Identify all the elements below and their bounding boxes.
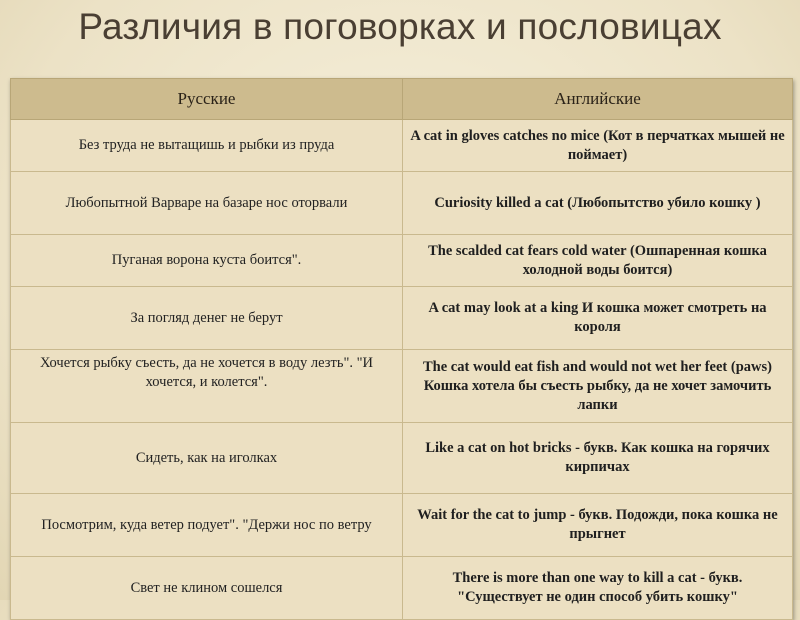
english-proverb-cell: There is more than one way to kill a cat - букв. "Существует не один способ убить кошку" [403, 557, 793, 620]
english-proverb-cell: The cat would eat fish and would not wet her feet (paws) Кошка хотела бы съесть рыбку, да не хочет замочить лапки [403, 350, 793, 423]
table-row [11, 172, 793, 235]
english-proverb-cell: Wait for the cat to jump - букв. Подожди, пока кошка не прыгнет [403, 494, 793, 557]
russian-proverb-cell: Посмотрим, куда ветер подует". "Держи нос по ветру [11, 494, 403, 557]
russian-proverb-cell: За погляд денег не берут [11, 287, 403, 350]
table-row [11, 494, 793, 557]
russian-proverb-cell: Без труда не вытащишь и рыбки из пруда [11, 120, 403, 172]
page-title: Различия в поговорках и пословицах [78, 6, 722, 47]
table-row [11, 557, 793, 620]
english-proverb-cell: Like a cat on hot bricks - букв. Как кошка на горячих кирпичах [403, 423, 793, 494]
table-row [11, 235, 793, 287]
english-proverb-cell: The scalded cat fears cold water (Ошпаренная кошка холодной воды боится) [403, 235, 793, 287]
russian-proverb-cell: Сидеть, как на иголках [11, 423, 403, 494]
column-header-russian: Русские [11, 79, 403, 120]
russian-proverb-cell: Любопытной Варваре на базаре нос оторвали [11, 172, 403, 235]
russian-proverb-cell: Свет не клином сошелся [11, 557, 403, 620]
table-row [11, 423, 793, 494]
table-row [11, 350, 793, 423]
russian-proverb-cell: Хочется рыбку съесть, да не хочется в воду лезть". "И хочется, и колется". [11, 350, 403, 423]
russian-proverb-cell: Пуганая ворона куста боится". [11, 235, 403, 287]
proverbs-table [10, 78, 793, 620]
table-row [11, 120, 793, 172]
column-header-english: Английские [403, 79, 793, 120]
english-proverb-cell: A cat in gloves catches no mice (Кот в перчатках мышей не поймает) [403, 120, 793, 172]
english-proverb-cell: A cat may look at a king И кошка может смотреть на короля [403, 287, 793, 350]
table-row [11, 287, 793, 350]
table-header-row [11, 79, 793, 120]
english-proverb-cell: Curiosity killed a cat (Любопытство убило кошку ) [403, 172, 793, 235]
